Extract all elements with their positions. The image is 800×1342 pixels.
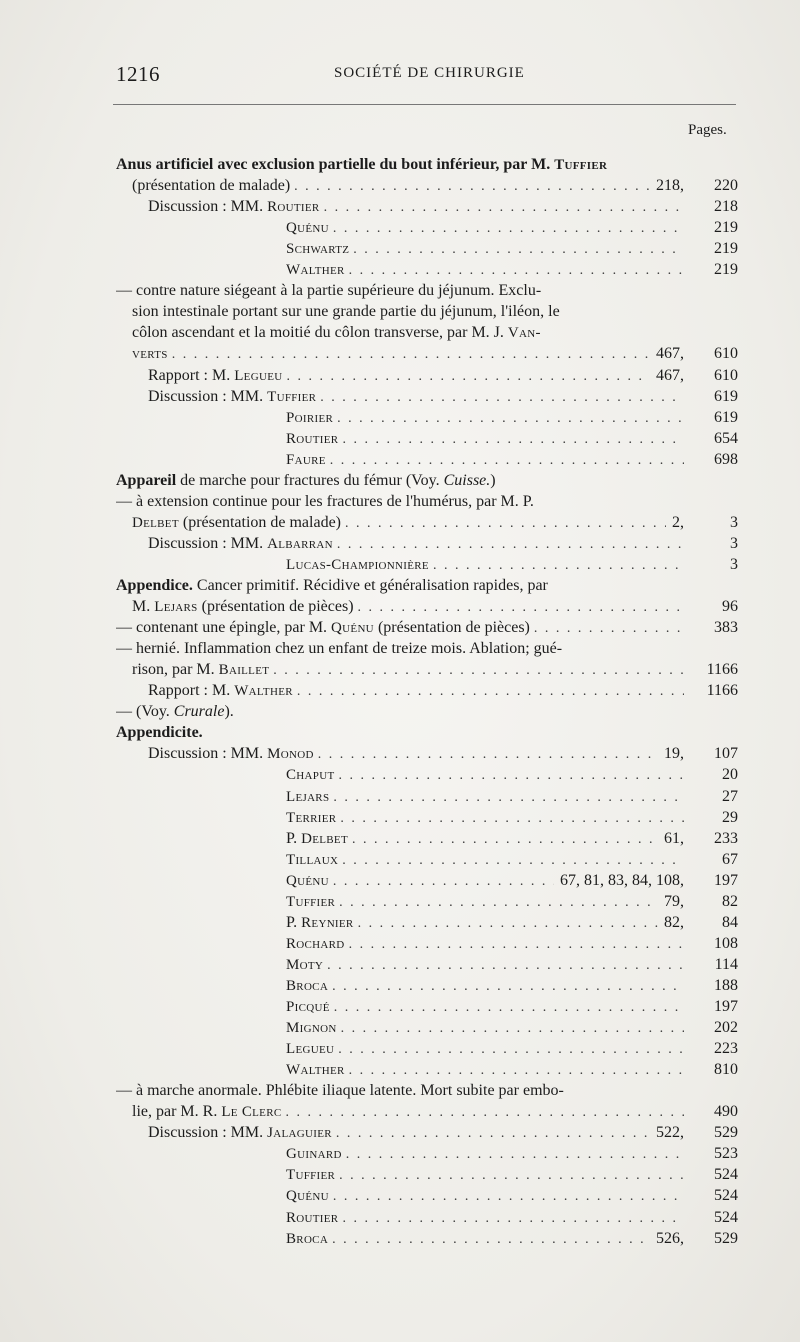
index-line <box>286 976 738 996</box>
entry-text-part: ) <box>490 471 496 489</box>
entry-text <box>132 1102 281 1122</box>
author-name: Delbet <box>301 830 348 847</box>
dot-leader <box>294 177 650 196</box>
page-ref-last: 610 <box>714 366 738 384</box>
index-line <box>286 955 738 975</box>
index-line <box>148 197 738 217</box>
page-ref-first: 467, <box>656 366 684 384</box>
entry-text <box>286 997 330 1017</box>
page-ref-last: 523 <box>714 1145 738 1163</box>
entry-text-part: Discussion : MM. <box>148 745 268 763</box>
entry-text-part: — à extension continue pour les fractures de l'humérus, par M. P. <box>116 492 534 510</box>
index-line <box>132 1102 738 1122</box>
entry-text <box>286 1165 335 1185</box>
author-name: Broca <box>286 977 329 994</box>
dot-leader <box>358 914 658 933</box>
page-ref-last: 188 <box>714 976 738 994</box>
dot-leader <box>345 514 666 533</box>
entry-text <box>286 829 348 849</box>
entry-text <box>148 197 320 217</box>
author-name: Legueu <box>286 1041 335 1058</box>
entry-heading: Appareil <box>116 471 177 489</box>
entry-text-part: M. <box>132 598 155 616</box>
index-line <box>286 850 738 870</box>
page-ref-last: 529 <box>714 1229 738 1247</box>
page-ref-first: 526, <box>656 1229 684 1247</box>
dot-leader <box>320 388 684 407</box>
index-line <box>286 1186 738 1206</box>
entry-text <box>148 366 282 386</box>
entry-text-part: P. <box>286 829 302 847</box>
index-line <box>286 913 738 933</box>
index-line <box>286 218 738 238</box>
entry-text <box>286 1144 342 1164</box>
entry-text <box>286 1039 334 1059</box>
author-name: Faure <box>286 451 326 468</box>
dot-leader <box>342 430 684 449</box>
dot-leader <box>327 956 684 975</box>
page-ref-first: 61, <box>664 829 684 847</box>
author-name: Routier <box>286 1209 339 1226</box>
entry-text <box>286 260 345 280</box>
dot-leader <box>349 261 684 280</box>
cross-reference: Crurale <box>173 703 225 721</box>
dot-leader <box>342 851 684 870</box>
page-ref-first: 19, <box>664 745 684 763</box>
index-line <box>116 723 738 743</box>
entry-text-part: rison, par M. <box>132 661 219 679</box>
entry-text <box>286 787 329 807</box>
author-name: verts <box>132 346 168 363</box>
entry-text <box>116 281 541 301</box>
index-line <box>286 260 738 280</box>
author-name: Rochard <box>286 935 345 952</box>
index-line <box>286 450 738 470</box>
index-line <box>286 1208 738 1228</box>
page-ref-last: 524 <box>714 1208 738 1226</box>
page-ref-last: 202 <box>714 1019 738 1037</box>
page-ref-last: 84 <box>722 913 738 931</box>
index-line <box>132 344 738 364</box>
entry-heading: Appendice. <box>116 577 193 594</box>
dot-leader <box>346 1145 684 1164</box>
page-ref-last: 219 <box>714 219 738 237</box>
entry-text-part: Anus artificiel avec exclusion partielle du bout inférieur, par M. <box>116 156 555 173</box>
index-line <box>286 1018 738 1038</box>
page-ref-last: 220 <box>714 177 738 195</box>
index-line <box>286 997 738 1017</box>
index-line <box>132 660 738 680</box>
author-name: Broca <box>286 1230 329 1247</box>
entry-text-part: (présentation de malade) <box>178 513 342 531</box>
entry-text <box>132 513 341 533</box>
entry-text <box>286 1018 337 1038</box>
page-ref-first: 2, <box>672 513 684 531</box>
page-ref-last: 3 <box>730 555 738 573</box>
index-line <box>132 302 738 322</box>
entry-text <box>116 618 530 638</box>
author-name: Albarran <box>267 535 333 552</box>
index-line <box>286 1165 738 1185</box>
entry-text <box>116 702 234 722</box>
header-rule <box>113 104 736 105</box>
dot-leader <box>318 745 658 764</box>
entry-text <box>286 218 329 238</box>
author-name: Quénu <box>286 872 329 889</box>
index-line <box>286 934 738 954</box>
index-line <box>116 492 738 512</box>
dot-leader <box>172 345 650 364</box>
author-name: Chaput <box>286 767 335 784</box>
running-title: SOCIÉTÉ DE CHIRURGIE <box>334 65 525 81</box>
index-line <box>148 744 738 764</box>
dot-leader <box>324 198 684 217</box>
page-ref-last: 197 <box>714 871 738 889</box>
author-name: Schwartz <box>286 241 350 258</box>
entry-text-part: (présentation de pièces) <box>197 598 354 616</box>
entry-text <box>116 576 548 596</box>
page-ref-last: 1166 <box>706 682 738 700</box>
page-ref-last: 114 <box>714 955 738 973</box>
author-name: Quénu <box>286 1188 329 1205</box>
author-name: Le Clerc <box>221 1104 282 1121</box>
dot-leader <box>340 809 684 828</box>
author-name: Lejars <box>154 599 198 616</box>
author-name: Quénu <box>331 620 374 637</box>
dot-leader <box>349 935 684 954</box>
entry-text-part: — contre nature siégeant à la partie supérieure du jéjunum. Exclu- <box>116 282 542 300</box>
cross-reference: Cuisse. <box>443 471 491 489</box>
entry-text <box>286 239 349 259</box>
index-line <box>286 765 738 785</box>
index-line <box>148 534 738 554</box>
index-line <box>116 576 738 596</box>
index-line <box>148 681 738 701</box>
dot-leader <box>338 766 684 785</box>
entry-text <box>116 155 607 175</box>
page-ref-last: 810 <box>714 1061 738 1079</box>
entry-text <box>286 808 336 828</box>
dot-leader <box>333 219 684 238</box>
index-line <box>286 829 738 849</box>
page-ref-last: 27 <box>722 787 738 805</box>
entry-text <box>286 1229 328 1249</box>
dot-leader <box>534 619 684 638</box>
author-name: Lucas-Championnière <box>286 556 429 573</box>
author-name: Walther <box>286 1062 345 1079</box>
page-ref-first: 67, 81, 83, 84, 108, <box>560 871 684 889</box>
author-name: Poirier <box>286 409 334 426</box>
entry-text <box>286 955 323 975</box>
dot-leader <box>341 1019 684 1038</box>
entry-text-part: côlon ascendant et la moitié du côlon transverse, par M. J. <box>132 324 508 342</box>
page-ref-first: 218, <box>656 177 684 195</box>
entry-text-part: Discussion : MM. <box>148 198 268 216</box>
entry-text <box>132 176 290 196</box>
entry-text <box>286 450 326 470</box>
entry-text-part: Appendicite. <box>116 724 203 742</box>
dot-leader <box>358 598 684 617</box>
entry-text <box>286 555 429 575</box>
index-line <box>148 1123 738 1143</box>
dot-leader <box>433 556 684 575</box>
entry-text <box>286 765 334 785</box>
page-ref-last: 219 <box>714 240 738 258</box>
entry-text <box>286 408 333 428</box>
index-line <box>116 1081 738 1101</box>
page-ref-last: 610 <box>714 345 738 363</box>
entry-text <box>286 850 338 870</box>
index-line <box>286 555 738 575</box>
page-ref-last: 29 <box>722 808 738 826</box>
entry-text-part: (présentation de pièces) <box>373 619 530 637</box>
entry-text <box>148 744 314 764</box>
entry-text-part: sion intestinale portant sur une grande partie du jéjunum, l'iléon, le <box>132 303 560 321</box>
page-ref-first: 467, <box>656 345 684 363</box>
page-ref-last: 108 <box>714 934 738 952</box>
index-line <box>286 408 738 428</box>
page-number: 1216 <box>116 62 160 86</box>
entry-text-rest: Cancer primitif. Récidive et généralisation rapides, par <box>192 577 548 594</box>
dot-leader <box>333 872 554 891</box>
dot-leader <box>297 682 684 701</box>
author-name: Tillaux <box>286 851 339 868</box>
author-name: Walther <box>286 262 345 279</box>
dot-leader <box>333 1187 684 1206</box>
entry-text-part: — hernié. Inflammation chez un enfant de treize mois. Ablation; gué- <box>116 640 563 658</box>
page-ref-last: 619 <box>714 408 738 426</box>
page-ref-last: 3 <box>730 534 738 552</box>
author-name: Baillet <box>218 662 270 679</box>
entry-text-part: Rapport : M. <box>148 682 235 700</box>
author-name: Delbet <box>132 514 179 531</box>
index-line <box>116 618 738 638</box>
entry-text-part: Rapport : M. <box>148 366 235 384</box>
dot-leader <box>339 1166 684 1185</box>
entry-text <box>132 302 560 322</box>
dot-leader <box>342 1209 684 1228</box>
entry-text <box>148 387 316 407</box>
entry-text-rest: de marche pour fractures du fémur (Voy. <box>176 471 444 489</box>
index-line <box>116 155 738 175</box>
entry-text-part: Discussion : MM. <box>148 387 268 405</box>
entry-text <box>116 723 203 743</box>
entry-text <box>286 1186 329 1206</box>
dot-leader <box>286 367 650 386</box>
index-line <box>116 281 738 301</box>
dot-leader <box>337 535 684 554</box>
page-ref-last: 82 <box>722 892 738 910</box>
index-line <box>148 387 738 407</box>
page-ref-first: 79, <box>664 892 684 910</box>
page-ref-last: 219 <box>714 261 738 279</box>
author-name: Mignon <box>286 1020 337 1037</box>
page-ref-last: 524 <box>714 1166 738 1184</box>
page-ref-last: 383 <box>714 619 738 637</box>
dot-leader <box>353 240 684 259</box>
author-name: Routier <box>267 199 320 216</box>
dot-leader <box>337 409 684 428</box>
entry-text <box>148 534 333 554</box>
index-line <box>286 787 738 807</box>
author-name: Van- <box>507 325 541 342</box>
index-line <box>116 639 738 659</box>
entry-text <box>148 681 293 701</box>
dot-leader <box>332 1230 650 1249</box>
page-ref-last: 3 <box>730 513 738 531</box>
author-name: Walther <box>234 683 293 700</box>
entry-text <box>116 492 534 512</box>
dot-leader <box>273 661 684 680</box>
entry-text <box>286 913 354 933</box>
index-line <box>148 366 738 386</box>
entry-text-part: Discussion : MM. <box>148 1124 268 1142</box>
page-ref-last: 197 <box>714 998 738 1015</box>
page-ref-last: 223 <box>714 1040 738 1058</box>
dot-leader <box>334 998 684 1017</box>
page-ref-last: 1166 <box>706 661 738 679</box>
entry-text-part: P. <box>286 913 302 931</box>
page-ref-last: 233 <box>714 829 738 847</box>
author-name: Moty <box>286 956 324 973</box>
index-line <box>132 513 738 533</box>
page-ref-last: 96 <box>722 598 738 616</box>
entry-text <box>286 1208 338 1228</box>
index-line <box>132 323 738 343</box>
page-ref-first: 82, <box>664 913 684 931</box>
entry-text <box>116 1081 564 1101</box>
index-line <box>286 429 738 449</box>
entry-text <box>132 597 354 617</box>
author-name: Tuffier <box>267 388 317 405</box>
entry-text-part: (présentation de malade) <box>132 177 291 195</box>
dot-leader <box>352 830 658 849</box>
author-name: Reynier <box>301 914 354 931</box>
author-name: Terrier <box>286 809 337 826</box>
entry-text <box>286 976 328 996</box>
page-ref-last: 698 <box>714 450 738 468</box>
page-ref-last: 524 <box>714 1187 738 1205</box>
index-line <box>286 1144 738 1164</box>
index-line <box>286 1229 738 1249</box>
dot-leader <box>336 1124 650 1143</box>
entry-text <box>286 934 345 954</box>
author-name: Picqué <box>286 999 330 1015</box>
index-line <box>286 871 738 891</box>
entry-text-part: ). <box>224 703 234 721</box>
entry-text-part: — (Voy. <box>116 703 174 721</box>
dot-leader <box>330 451 684 470</box>
pages-column-label: Pages. <box>688 122 727 138</box>
dot-leader <box>285 1103 684 1122</box>
entry-text <box>132 660 269 680</box>
index-line <box>286 1060 738 1080</box>
dot-leader <box>349 1061 684 1080</box>
index-line <box>116 702 738 722</box>
author-name: Routier <box>286 430 339 447</box>
dot-leader <box>338 1040 684 1059</box>
entry-text-part: — contenant une épingle, par M. <box>116 619 332 637</box>
index-line <box>286 808 738 828</box>
author-name: Lejars <box>286 788 330 805</box>
page-ref-last: 218 <box>714 198 738 216</box>
page-ref-last: 654 <box>714 429 738 447</box>
dot-leader <box>332 977 684 996</box>
entry-text <box>286 1060 345 1080</box>
page-ref-last: 529 <box>714 1124 738 1142</box>
index-line <box>132 597 738 617</box>
index-line <box>132 176 738 196</box>
entry-text <box>116 471 496 491</box>
entry-text <box>132 344 168 364</box>
page-ref-last: 107 <box>714 745 738 763</box>
entry-text-part: — à marche anormale. Phlébite iliaque latente. Mort subite par embo- <box>116 1082 564 1100</box>
author-name: Jalaguier <box>267 1125 332 1142</box>
entry-text <box>286 429 338 449</box>
entry-text <box>148 1123 332 1143</box>
author-name: Tuffier <box>286 893 336 910</box>
index-line <box>286 239 738 259</box>
index-line <box>116 471 738 491</box>
index-line <box>286 1039 738 1059</box>
author-name: Guinard <box>286 1146 342 1163</box>
author-name: Monod <box>267 746 314 763</box>
author-name: Tuffier <box>286 1167 336 1184</box>
page-ref-last: 490 <box>714 1103 738 1121</box>
entry-text-part: lie, par M. R. <box>132 1103 222 1121</box>
author-name: Tuffier <box>554 157 608 173</box>
entry-text <box>286 892 335 912</box>
index-line <box>286 892 738 912</box>
page-ref-first: 522, <box>656 1124 684 1142</box>
author-name: Legueu <box>234 367 283 384</box>
page-ref-last: 619 <box>714 387 738 405</box>
entry-text <box>132 323 541 343</box>
author-name: Quénu <box>286 220 329 237</box>
entry-text-part: Discussion : MM. <box>148 534 268 552</box>
entry-text <box>286 871 329 891</box>
entry-text <box>116 639 562 659</box>
dot-leader <box>339 893 658 912</box>
page-ref-last: 20 <box>722 766 738 784</box>
page-ref-last: 67 <box>722 850 738 868</box>
dot-leader <box>333 788 684 807</box>
